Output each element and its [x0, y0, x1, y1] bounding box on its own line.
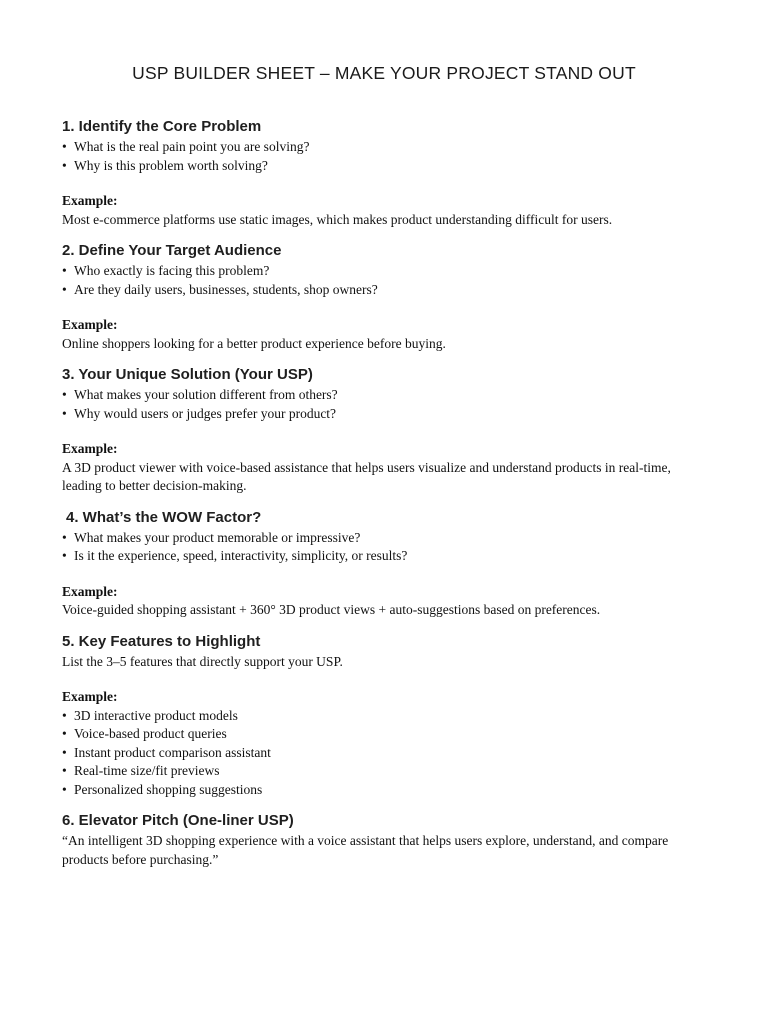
section-target-audience [62, 240, 708, 353]
pitch-text: “An intelligent 3D shopping experience with a voice assistant that helps users explore, understand, and compare products before purchasing.” [62, 833, 669, 867]
section-heading: 5. Key Features to Highlight [62, 632, 261, 650]
section-elevator-pitch [62, 810, 708, 869]
list-item: • Is it the experience, speed, interactivity, simplicity, or results? [62, 547, 708, 566]
list-item: • What makes your solution different from others? [62, 386, 708, 405]
example-text: A 3D product viewer with voice-based assistance that helps users visualize and understand products in real-time, leading to better decision-making. [62, 459, 671, 493]
example-text: Online shoppers looking for a better product experience before buying. [62, 335, 446, 351]
list-item: • Are they daily users, businesses, students, shop owners? [62, 281, 708, 300]
example-label: Example: [62, 441, 118, 456]
section-heading: 3. Your Unique Solution (Your USP) [62, 366, 313, 383]
list-item: • Why is this problem worth solving? [62, 157, 708, 176]
section-core-problem [62, 116, 708, 229]
question-list [62, 386, 708, 423]
sections [62, 116, 708, 880]
section-heading: 1. Identify the Core Problem [62, 118, 262, 135]
section-wow-factor [62, 507, 708, 620]
question-list [62, 529, 708, 566]
list-item: • Instant product comparison assistant [62, 744, 708, 763]
list-item: • Who exactly is facing this problem? [62, 262, 708, 281]
list-item: • 3D interactive product models [62, 707, 708, 726]
section-heading: 4. What’s the WOW Factor? [66, 508, 262, 526]
section-intro: List the 3–5 features that directly support your USP. [62, 653, 343, 669]
list-item: • Real-time size/fit previews [62, 762, 708, 781]
section-key-features [62, 631, 708, 800]
question-list [62, 262, 708, 299]
example-label: Example: [62, 193, 118, 208]
question-list [62, 138, 708, 175]
list-item: • What is the real pain point you are solving? [62, 138, 708, 157]
list-item: • Voice-based product queries [62, 725, 708, 744]
section-heading: 6. Elevator Pitch (One-liner USP) [62, 812, 294, 829]
list-item: • What makes your product memorable or impressive? [62, 529, 708, 548]
section-heading: 2. Define Your Target Audience [62, 242, 282, 259]
example-text: Most e-commerce platforms use static images, which makes product understanding difficult for users. [62, 211, 613, 227]
example-label: Example: [62, 317, 118, 332]
list-item: • Personalized shopping suggestions [62, 781, 708, 800]
example-label: Example: [62, 583, 118, 599]
section-unique-solution [62, 364, 708, 496]
example-text: Voice-guided shopping assistant + 360° 3D product views + auto-suggestions based on preferences. [62, 602, 601, 617]
document-title: USP BUILDER SHEET – MAKE YOUR PROJECT STAND OUT [132, 63, 636, 83]
list-item: • Why would users or judges prefer your product? [62, 405, 708, 424]
feature-list [62, 707, 708, 800]
example-label: Example: [62, 689, 118, 704]
